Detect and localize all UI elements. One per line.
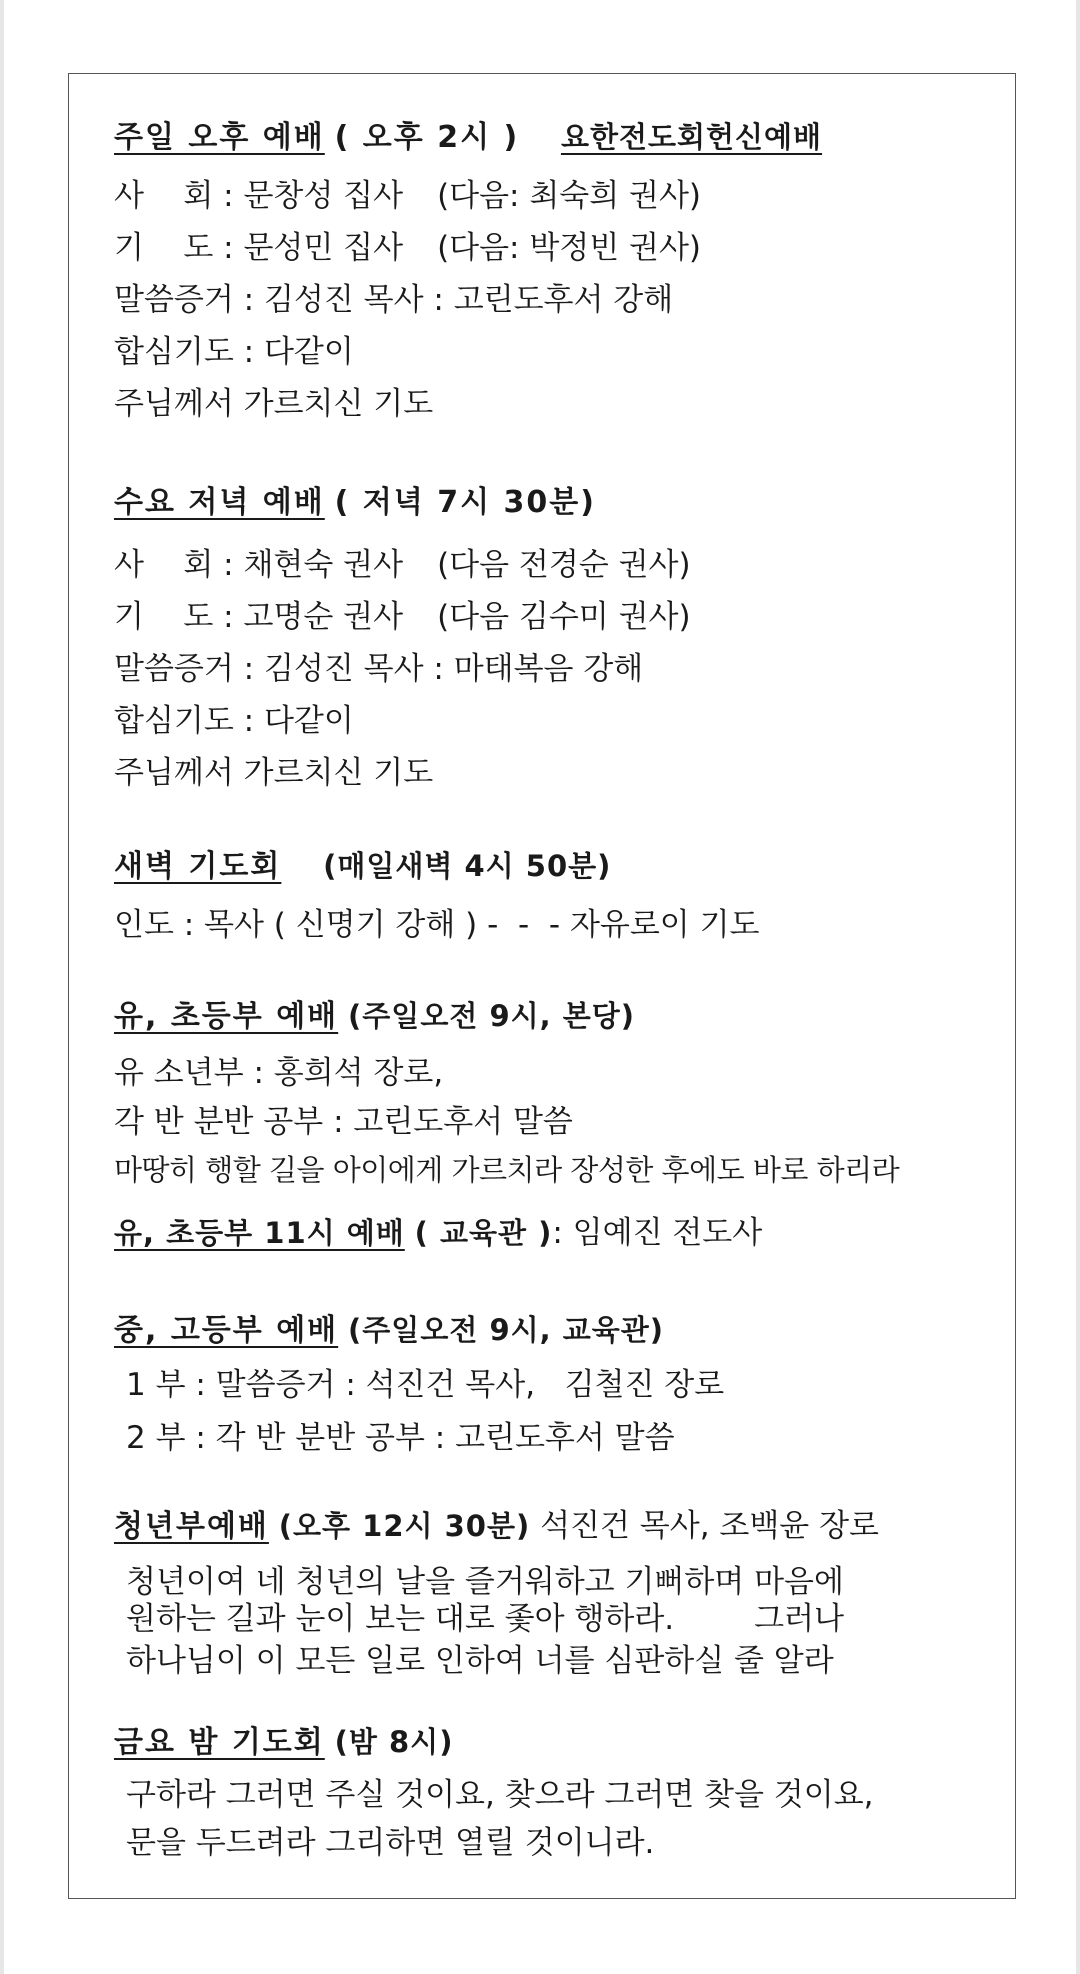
row-text: 유 소년부 : 홍희석 장로, bbox=[114, 1055, 444, 1091]
row-label: 기 도 bbox=[114, 599, 214, 635]
section-title: 유, 초등부 예배 bbox=[114, 999, 339, 1034]
section-title: 청년부예배 bbox=[114, 1509, 269, 1544]
row-label: 합심기도 bbox=[114, 703, 234, 739]
young-adult-heading bbox=[114, 1506, 879, 1547]
section-time: (밤 8시) bbox=[334, 1725, 454, 1759]
row-tail: 그러나 bbox=[754, 1601, 844, 1637]
children-worship-heading bbox=[114, 996, 635, 1037]
row-label: 말씀증거 bbox=[114, 651, 234, 687]
sub-place: ( 교육관 ) bbox=[414, 1216, 553, 1250]
row-value: 다같이 bbox=[263, 703, 354, 739]
section-time: (매일새벽 4시 50분) bbox=[323, 849, 612, 883]
row-prayer: 기 도 : 문성민 집사 (다음: 박정빈 권사) bbox=[114, 230, 702, 266]
row-text: 2 부 : 각 반 분반 공부 : 고린도후서 말씀 bbox=[126, 1420, 675, 1456]
section-title: 수요 저녁 예배 bbox=[114, 485, 325, 520]
row-part-one bbox=[126, 1365, 724, 1405]
wednesday-evening-heading bbox=[114, 482, 596, 523]
row-text: 주님께서 가르치신 기도 bbox=[114, 755, 434, 791]
row-unison-prayer: 합심기도 : 다같이 bbox=[114, 334, 354, 370]
section-extra: 요한전도회헌신예배 bbox=[560, 120, 823, 154]
row-verse-2 bbox=[126, 1599, 844, 1639]
section-title: 금요 밤 기도회 bbox=[114, 1725, 325, 1760]
row-label: 사 회 bbox=[114, 178, 214, 214]
section-time: (주일오전 9시, 교육관) bbox=[348, 1313, 665, 1347]
row-unison-prayer: 합심기도 : 다같이 bbox=[114, 703, 354, 739]
left-edge-shade bbox=[0, 0, 4, 1974]
section-time: (주일오전 9시, 본당) bbox=[348, 999, 636, 1033]
friday-prayer-heading bbox=[114, 1722, 453, 1763]
row-text: 청년이여 네 청년의 날을 즐거워하고 기뻐하며 마음에 bbox=[126, 1564, 844, 1600]
row-verse-1 bbox=[126, 1775, 874, 1815]
section-extra: 석진건 목사, 조백윤 장로 bbox=[540, 1508, 879, 1544]
row-text: 인도 : 목사 ( 신명기 강해 ) - - - 자유로이 기도 bbox=[114, 907, 760, 943]
row-value: 고명순 권사 bbox=[243, 599, 404, 635]
row-lords-prayer bbox=[114, 384, 433, 424]
row-value: 문성민 집사 bbox=[243, 230, 404, 266]
row-presider: 사 회 : 채현숙 권사 (다음 전경순 권사) bbox=[114, 547, 691, 583]
row-proverb bbox=[114, 1150, 899, 1190]
row-sermon: 말씀증거 : 김성진 목사 : 고린도후서 강해 bbox=[114, 282, 674, 318]
row-verse-1 bbox=[126, 1562, 844, 1602]
section-time: (오후 12시 30분) bbox=[278, 1509, 531, 1543]
row-verse-3 bbox=[126, 1641, 834, 1681]
row-note: (다음: 박정빈 권사) bbox=[437, 230, 702, 266]
row-prayer: 기 도 : 고명순 권사 (다음 김수미 권사) bbox=[114, 599, 691, 635]
row-value: 김성진 목사 : 고린도후서 강해 bbox=[263, 282, 674, 318]
row-text: 구하라 그러면 주실 것이요, 찾으라 그러면 찾을 것이요, bbox=[126, 1777, 874, 1813]
row-label: 기 도 bbox=[114, 230, 214, 266]
row-label: 사 회 bbox=[114, 547, 214, 583]
section-title: 새벽 기도회 bbox=[114, 849, 282, 884]
section-time: ( 저녁 7시 30분) bbox=[334, 485, 596, 520]
row-text: 문을 두드려라 그리하면 열릴 것이니라. bbox=[126, 1825, 655, 1861]
dawn-prayer-heading bbox=[114, 846, 611, 887]
row-text: 각 반 분반 공부 : 고린도후서 말씀 bbox=[114, 1104, 573, 1140]
sub-title: 유, 초등부 11시 예배 bbox=[114, 1216, 405, 1250]
row-value: 문창성 집사 bbox=[243, 178, 404, 214]
sunday-afternoon-heading bbox=[114, 117, 822, 158]
row-verse-2 bbox=[126, 1823, 654, 1863]
row-presider: 사 회 : 문창성 집사 (다음: 최숙희 권사) bbox=[114, 178, 702, 214]
row-label: 합심기도 bbox=[114, 334, 234, 370]
right-edge-shade bbox=[1076, 0, 1080, 1974]
row-class-study bbox=[114, 1102, 573, 1142]
row-value: 다같이 bbox=[263, 334, 354, 370]
teen-worship-heading bbox=[114, 1310, 664, 1351]
section-title: 주일 오후 예배 bbox=[114, 120, 325, 155]
sub-rest: : 임예진 전도사 bbox=[552, 1215, 763, 1251]
row-leader bbox=[114, 905, 759, 945]
row-sermon: 말씀증거 : 김성진 목사 : 마태복음 강해 bbox=[114, 651, 644, 687]
row-text: 원하는 길과 눈이 보는 대로 좇아 행하라. bbox=[126, 1601, 675, 1637]
row-youth-leader bbox=[114, 1053, 443, 1093]
row-text: 주님께서 가르치신 기도 bbox=[114, 386, 434, 422]
row-text: 1 부 : 말씀증거 : 석진건 목사, 김철진 장로 bbox=[126, 1367, 725, 1403]
row-text: 마땅히 행할 길을 아이에게 가르치라 장성한 후에도 바로 하리라 bbox=[114, 1153, 900, 1187]
row-value: 김성진 목사 : 마태복음 강해 bbox=[263, 651, 644, 687]
row-note: (다음 김수미 권사) bbox=[437, 599, 691, 635]
row-text: 하나님이 이 모든 일로 인하여 너를 심판하실 줄 알라 bbox=[126, 1643, 834, 1679]
section-title: 중, 고등부 예배 bbox=[114, 1313, 339, 1348]
row-note: (다음 전경순 권사) bbox=[437, 547, 691, 583]
row-part-two bbox=[126, 1418, 675, 1458]
row-value: 채현숙 권사 bbox=[243, 547, 404, 583]
row-label: 말씀증거 bbox=[114, 282, 234, 318]
section-time: ( 오후 2시 ) bbox=[334, 120, 520, 155]
row-lords-prayer bbox=[114, 753, 433, 793]
children-11am-row bbox=[114, 1213, 762, 1253]
row-note: (다음: 최숙희 권사) bbox=[437, 178, 702, 214]
